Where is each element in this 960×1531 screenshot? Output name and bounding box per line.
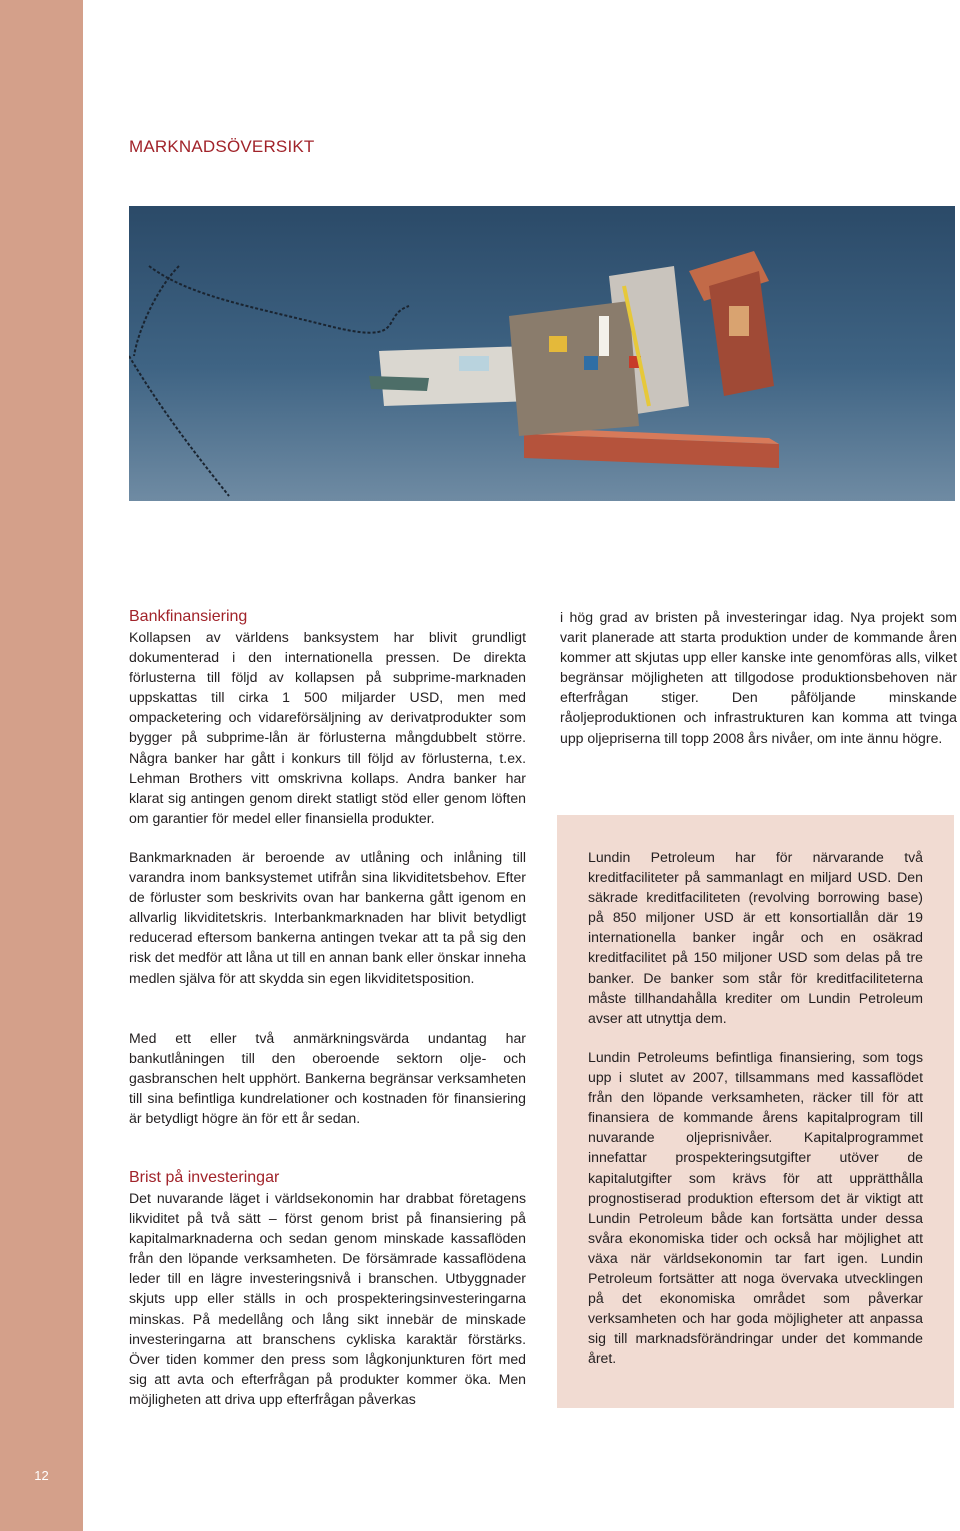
- box-lower: [588, 1047, 923, 1369]
- left-column-upper: [129, 607, 526, 828]
- section-title: MARKNADSÖVERSIKT: [129, 137, 315, 156]
- side-band: [0, 0, 83, 1531]
- box-upper: [588, 847, 923, 1028]
- paragraph-brist-pa-investeringar: Det nuvarande läget i världsekonomin har drabbat företagens likviditet på två sätt – först genom brist på finansiering på kapitalmarknaderna och sedan genom minskade kassaflöden från den löpande verksamheten. De försämrade kassaflödena leder till en lägre investeringsnivå i branschen. Utbyggnader skjuts upp eller ställs in och prospekteringsinvesteringarna minskas. På medellång och lång sikt innebär de minskade investeringarna att branschens cykliska karaktär förstärks. Över tiden kommer den press som lågkonjunkturen fört med sig att avta och efterfrågan på produkter kommer öka. Men möjligheten att driva upp efterfrågan påverkas: [129, 1190, 526, 1407]
- paragraph-investeringar-continued: i hög grad av bristen på investeringar idag. Nya projekt som varit planerade att starta produktion under de kommande åren kommer att skjutas upp eller kanske inte genomföras alls, vilket begränsar möjligheten att tillgodose produktionsbehoven när efterfrågan stiger. Den påföljande minskande råoljeproduktionen och infrastrukturen kan komma att tvinga upp oljepriserna till topp 2008 års nivåer, om inte ännu högre.: [560, 609, 957, 746]
- paragraph-kreditfaciliteter: Lundin Petroleum har för närvarande två kreditfaciliteter på sammanlagt en miljard USD. Den säkrade kreditfaciliteten (revolving borrowing base) på 850 miljoner USD är ett konsortiallån där 19 internationella banker ingår och en osäkrad kreditfacilitet på 150 miljoner USD som delas på tre banker. De banker som står för kreditfaciliteterna måste tillhandahålla krediter om Lundin Petroleum avser att utnyttja dem.: [588, 849, 923, 1026]
- paragraph-bankfinansiering: Kollapsen av världens banksystem har blivit grundligt dokumenterad i den internationella pressen. De direkta förlusterna till följd av kollapsen på subprime-marknaden uppskattas till cirka 1 500 miljarder USD, men med ompacketering och vidareförsäljning av derivatprodukter som bygger på subprime-lån är förlusterna mångdubbelt större. Några banker har gått i konkurs till följd av förlusterna, t.ex. Lehman Brothers vitt omskrivna kollaps. Andra banker har klarat sig antingen genom direkt statligt stöd eller genom löften om garantier för medel eller finansiella produkter.: [129, 629, 526, 826]
- page-number: 12: [34, 1468, 49, 1483]
- left-column-middle: [129, 847, 526, 988]
- paragraph-befintliga-finansiering: Lundin Petroleums befintliga finansiering, som togs upp i slutet av 2007, tillsammans med kassaflödet från den löpande verksamheten, räcker till för att finansiera de kommande årens kapitalprogram till nuvarande oljeprisnivåer. Kapitalprogrammet innefattar prospekteringsutgifter utöver de kapitalutgifter som krävs för att upprätthålla prognostiserad produktion eftersom det är viktigt att Lundin Petroleum både kan fortsätta under dessa svåra ekonomiska tider och också har möjlighet att växa när världsekonomin tar fart igen. Lundin Petroleum fortsätter att noga övervaka utvecklingen på det ekonomiska området som påverkar verksamheten och har goda möjligheter att anpassa sig till marknadsförändringar under det kommande året.: [588, 1049, 923, 1367]
- right-column-upper: [560, 607, 957, 748]
- offshore-barge-photo: [129, 206, 955, 501]
- paragraph-bankmarknaden: Bankmarknaden är beroende av utlåning och inlåning till varandra inom banksystemet utifrån sina likviditetsbehov. Efter de förluster som beskrivits ovan har bankerna gått igenom en allvarlig likviditetskris. Interbankmarknaden har blivit betydligt reducerad eftersom bankerna antingen tvekar att ta på sig den risk det medför att låna ut till en annan bank eller önskar inneha medlen själva för att skydda sin egen likviditetsposition.: [129, 849, 526, 986]
- left-column-lower: [129, 1028, 526, 1128]
- heading-bankfinansiering: Bankfinansiering: [129, 608, 248, 625]
- paragraph-bankutlaning: Med ett eller två anmärkningsvärda undantag har bankutlåningen till den oberoende sektorn olje- och gasbranschen helt upphört. Bankerna begränsar verksamheten till sina befintliga kundrelationer och kostnaden för finansiering är betydligt högre än för ett år sedan.: [129, 1030, 526, 1127]
- heading-brist-pa-investeringar: Brist på investeringar: [129, 1169, 280, 1186]
- left-column-investeringar: [129, 1168, 526, 1409]
